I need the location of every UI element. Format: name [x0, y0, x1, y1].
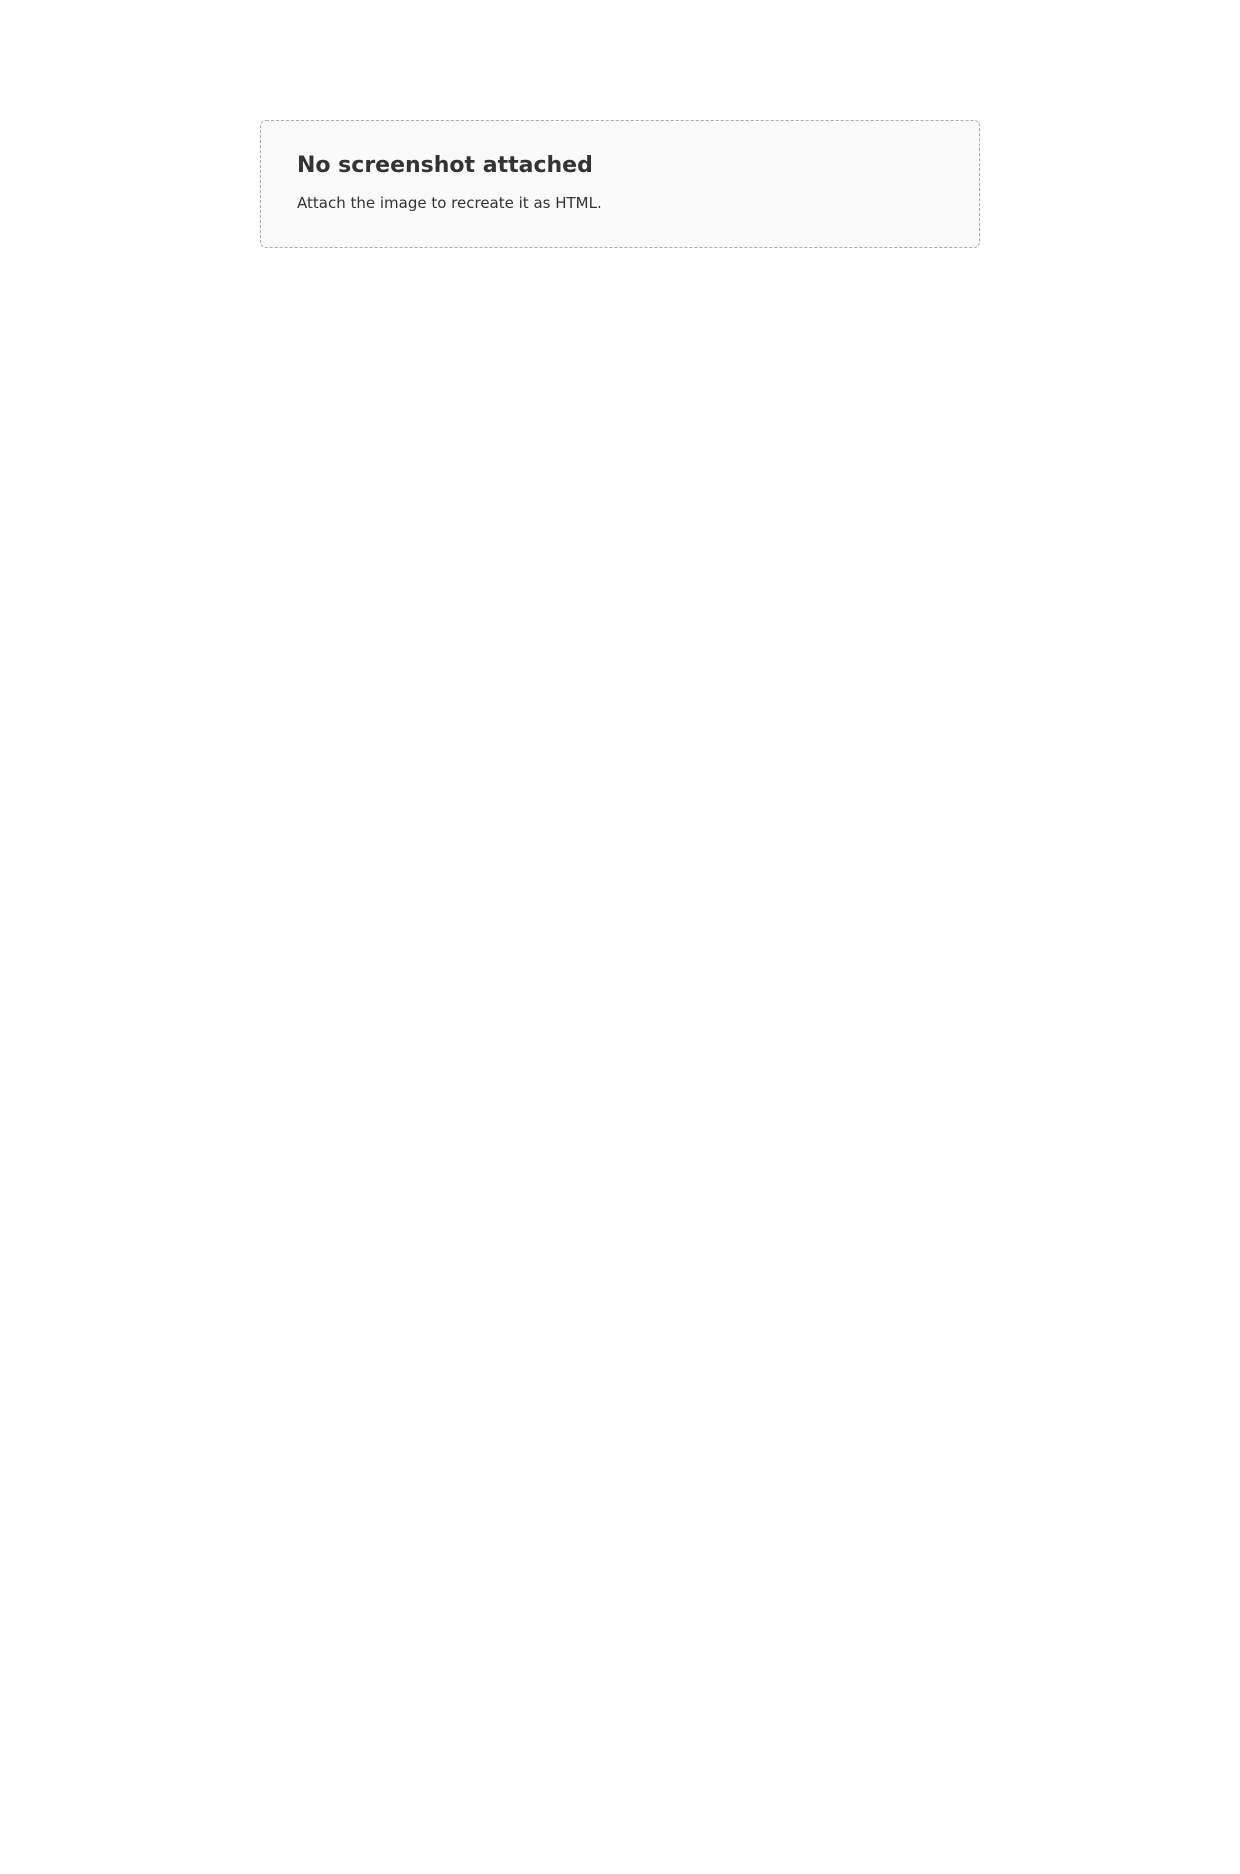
notice-body: Attach the image to recreate it as HTML.	[297, 194, 602, 212]
notice-title: No screenshot attached	[297, 153, 593, 178]
placeholder-notice	[260, 120, 980, 248]
